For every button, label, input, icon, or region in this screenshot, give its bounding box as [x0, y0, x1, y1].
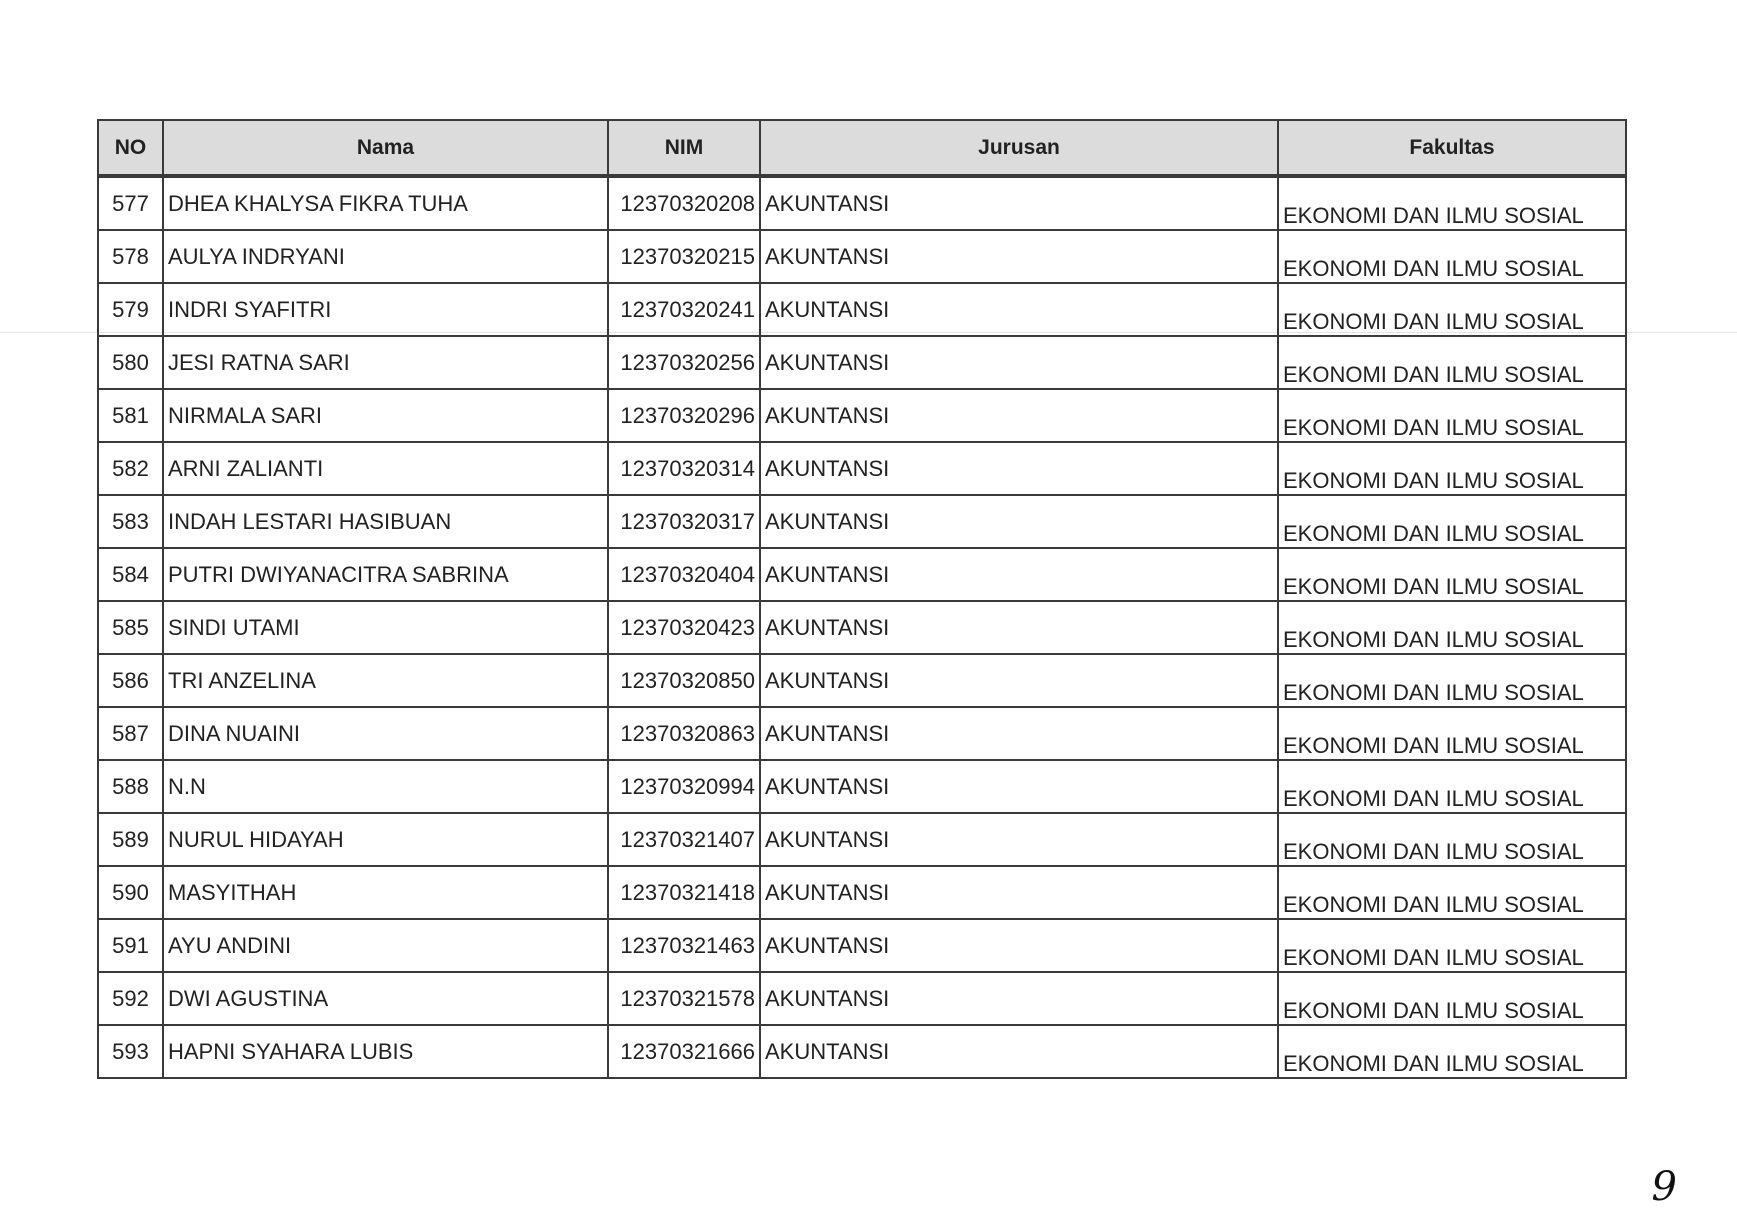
table-row — [98, 389, 1626, 442]
cell-no: 584 — [98, 548, 163, 601]
cell-nama: N.N — [163, 760, 608, 813]
cell-jurusan: AKUNTANSI — [760, 283, 1278, 336]
cell-nim: 12370320208 — [608, 176, 760, 230]
cell-no: 588 — [98, 760, 163, 813]
cell-nama: DHEA KHALYSA FIKRA TUHA — [163, 176, 608, 230]
cell-jurusan: AKUNTANSI — [760, 972, 1278, 1025]
cell-fakultas: EKONOMI DAN ILMU SOSIAL — [1278, 176, 1626, 230]
cell-jurusan: AKUNTANSI — [760, 654, 1278, 707]
table-row — [98, 336, 1626, 389]
table-header — [98, 120, 1626, 176]
table-row — [98, 1025, 1626, 1078]
cell-fakultas: EKONOMI DAN ILMU SOSIAL — [1278, 601, 1626, 654]
cell-nim: 12370320850 — [608, 654, 760, 707]
cell-nama: TRI ANZELINA — [163, 654, 608, 707]
cell-jurusan: AKUNTANSI — [760, 336, 1278, 389]
cell-nama: AYU ANDINI — [163, 919, 608, 972]
cell-nim: 12370320317 — [608, 495, 760, 548]
cell-no: 591 — [98, 919, 163, 972]
cell-jurusan: AKUNTANSI — [760, 919, 1278, 972]
cell-no: 580 — [98, 336, 163, 389]
student-table — [97, 119, 1627, 1079]
cell-nama: NURUL HIDAYAH — [163, 813, 608, 866]
cell-nama: MASYITHAH — [163, 866, 608, 919]
cell-jurusan: AKUNTANSI — [760, 601, 1278, 654]
cell-jurusan: AKUNTANSI — [760, 389, 1278, 442]
cell-nim: 12370321666 — [608, 1025, 760, 1078]
table-row — [98, 707, 1626, 760]
table-row — [98, 919, 1626, 972]
header-jurusan: Jurusan — [760, 120, 1278, 176]
table-row — [98, 813, 1626, 866]
cell-no: 579 — [98, 283, 163, 336]
header-nama: Nama — [163, 120, 608, 176]
cell-nama: INDAH LESTARI HASIBUAN — [163, 495, 608, 548]
header-fakultas: Fakultas — [1278, 120, 1626, 176]
cell-nim: 12370320314 — [608, 442, 760, 495]
cell-jurusan: AKUNTANSI — [760, 548, 1278, 601]
cell-nim: 12370320404 — [608, 548, 760, 601]
cell-nim: 12370321407 — [608, 813, 760, 866]
cell-fakultas: EKONOMI DAN ILMU SOSIAL — [1278, 972, 1626, 1025]
cell-nim: 12370320423 — [608, 601, 760, 654]
cell-jurusan: AKUNTANSI — [760, 760, 1278, 813]
cell-nim: 12370320296 — [608, 389, 760, 442]
header-no: NO — [98, 120, 163, 176]
cell-nim: 12370321463 — [608, 919, 760, 972]
cell-fakultas: EKONOMI DAN ILMU SOSIAL — [1278, 336, 1626, 389]
cell-fakultas: EKONOMI DAN ILMU SOSIAL — [1278, 548, 1626, 601]
cell-no: 593 — [98, 1025, 163, 1078]
cell-no: 583 — [98, 495, 163, 548]
cell-no: 578 — [98, 230, 163, 283]
cell-fakultas: EKONOMI DAN ILMU SOSIAL — [1278, 495, 1626, 548]
table-row — [98, 866, 1626, 919]
cell-no: 581 — [98, 389, 163, 442]
cell-jurusan: AKUNTANSI — [760, 495, 1278, 548]
cell-nama: DINA NUAINI — [163, 707, 608, 760]
cell-nim: 12370320256 — [608, 336, 760, 389]
table-row — [98, 601, 1626, 654]
cell-no: 587 — [98, 707, 163, 760]
table-row — [98, 654, 1626, 707]
cell-nim: 12370320863 — [608, 707, 760, 760]
cell-nama: SINDI UTAMI — [163, 601, 608, 654]
cell-nim: 12370320994 — [608, 760, 760, 813]
cell-jurusan: AKUNTANSI — [760, 230, 1278, 283]
cell-fakultas: EKONOMI DAN ILMU SOSIAL — [1278, 230, 1626, 283]
cell-nama: JESI RATNA SARI — [163, 336, 608, 389]
cell-nim: 12370321418 — [608, 866, 760, 919]
cell-nama: NIRMALA SARI — [163, 389, 608, 442]
cell-no: 592 — [98, 972, 163, 1025]
header-nim: NIM — [608, 120, 760, 176]
cell-fakultas: EKONOMI DAN ILMU SOSIAL — [1278, 654, 1626, 707]
cell-nim: 12370320215 — [608, 230, 760, 283]
cell-fakultas: EKONOMI DAN ILMU SOSIAL — [1278, 707, 1626, 760]
table-row — [98, 176, 1626, 230]
cell-jurusan: AKUNTANSI — [760, 442, 1278, 495]
cell-fakultas: EKONOMI DAN ILMU SOSIAL — [1278, 442, 1626, 495]
cell-nama: INDRI SYAFITRI — [163, 283, 608, 336]
cell-no: 577 — [98, 176, 163, 230]
handwritten-page-number: 9 — [1651, 1164, 1677, 1210]
cell-fakultas: EKONOMI DAN ILMU SOSIAL — [1278, 1025, 1626, 1078]
cell-nim: 12370320241 — [608, 283, 760, 336]
cell-no: 590 — [98, 866, 163, 919]
cell-jurusan: AKUNTANSI — [760, 813, 1278, 866]
table-row — [98, 972, 1626, 1025]
cell-no: 589 — [98, 813, 163, 866]
cell-nim: 12370321578 — [608, 972, 760, 1025]
cell-fakultas: EKONOMI DAN ILMU SOSIAL — [1278, 813, 1626, 866]
table-row — [98, 230, 1626, 283]
table-row — [98, 760, 1626, 813]
table-body — [98, 176, 1626, 1078]
cell-no: 586 — [98, 654, 163, 707]
cell-nama: HAPNI SYAHARA LUBIS — [163, 1025, 608, 1078]
cell-jurusan: AKUNTANSI — [760, 866, 1278, 919]
cell-jurusan: AKUNTANSI — [760, 707, 1278, 760]
cell-nama: ARNI ZALIANTI — [163, 442, 608, 495]
cell-no: 582 — [98, 442, 163, 495]
cell-fakultas: EKONOMI DAN ILMU SOSIAL — [1278, 866, 1626, 919]
cell-jurusan: AKUNTANSI — [760, 1025, 1278, 1078]
table-row — [98, 548, 1626, 601]
table-row — [98, 442, 1626, 495]
cell-nama: DWI AGUSTINA — [163, 972, 608, 1025]
cell-fakultas: EKONOMI DAN ILMU SOSIAL — [1278, 283, 1626, 336]
header-row — [98, 120, 1626, 176]
cell-no: 585 — [98, 601, 163, 654]
cell-fakultas: EKONOMI DAN ILMU SOSIAL — [1278, 760, 1626, 813]
table-row — [98, 283, 1626, 336]
cell-nama: PUTRI DWIYANACITRA SABRINA — [163, 548, 608, 601]
cell-fakultas: EKONOMI DAN ILMU SOSIAL — [1278, 919, 1626, 972]
table-row — [98, 495, 1626, 548]
cell-fakultas: EKONOMI DAN ILMU SOSIAL — [1278, 389, 1626, 442]
cell-nama: AULYA INDRYANI — [163, 230, 608, 283]
cell-jurusan: AKUNTANSI — [760, 176, 1278, 230]
